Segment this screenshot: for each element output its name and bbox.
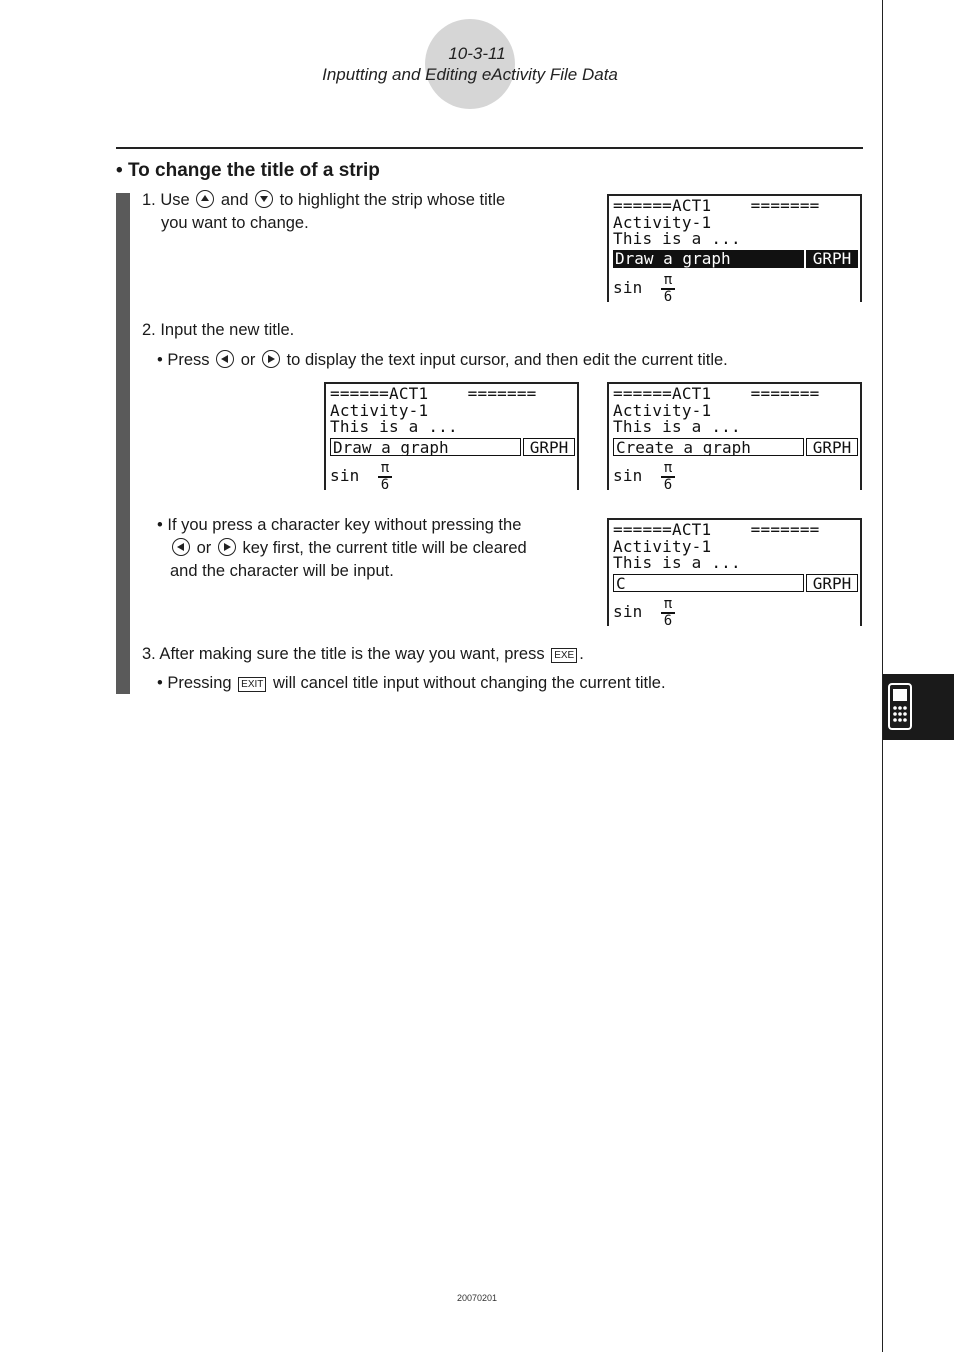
section-title <box>116 160 380 182</box>
chapter-tab[interactable] <box>883 674 954 740</box>
exe-key-icon: EXE <box>551 648 577 663</box>
exit-key-icon: EXIT <box>238 677 266 692</box>
step-3: 3. After making sure the title is the way you want, press EXE . <box>142 645 584 663</box>
highlighted-strip: Draw a graph GRPH <box>613 250 858 268</box>
left-arrow-key-icon <box>216 350 234 368</box>
fraction: π 6 <box>378 462 392 492</box>
calculator-screen-3: ======ACT1 ======= Activity-1 This is a ... Create a graph GRPH sin π 6 <box>607 382 862 490</box>
step-2-bullet-2-line-1: • If you press a character key without pressing the <box>157 516 522 534</box>
editing-strip: C GRPH <box>613 574 858 592</box>
page-title: Inputting and Editing eActivity File Data <box>322 65 618 84</box>
step-3-bullet: • Pressing EXIT will cancel title input without changing the current title. <box>157 674 666 692</box>
calculator-screen-4: ======ACT1 ======= Activity-1 This is a ... C GRPH sin π 6 <box>607 518 862 626</box>
step-2-bullet-1: • Press or to display the text input cursor, and then edit the current title. <box>157 351 728 369</box>
up-arrow-key-icon <box>196 190 214 208</box>
editing-strip: Draw a graph GRPH <box>330 438 575 456</box>
fraction: π 6 <box>661 598 675 628</box>
fraction: π 6 <box>661 462 675 492</box>
editing-strip: Create a graph GRPH <box>613 438 858 456</box>
calculator-icon <box>883 674 954 740</box>
section-bullet: • <box>116 160 123 181</box>
step-2-bullet-2-line-2: or key first, the current title will be cleared <box>170 537 527 560</box>
right-arrow-key-icon <box>218 538 236 556</box>
section-title-text: To change the title of a strip <box>127 160 380 181</box>
step-2: 2. Input the new title. <box>142 321 295 339</box>
header-circle <box>425 19 515 109</box>
page-number: 10-3-11 <box>448 44 506 63</box>
step-2-bullet-2-line-3: and the character will be input. <box>170 562 394 580</box>
footer-code: 20070201 <box>456 1293 498 1303</box>
step-1-line-1: 1. Use and to highlight the strip whose title <box>142 191 506 209</box>
down-arrow-key-icon <box>255 190 273 208</box>
left-arrow-key-icon <box>172 538 190 556</box>
calculator-screen-1: ======ACT1 ======= Activity-1 This is a ... Draw a graph GRPH sin π 6 <box>607 194 862 302</box>
section-sidebar <box>116 193 130 694</box>
fraction: π 6 <box>661 274 675 304</box>
header-rule <box>116 147 863 149</box>
right-arrow-key-icon <box>262 350 280 368</box>
step-1-line-2: you want to change. <box>161 214 309 232</box>
calculator-screen-2: ======ACT1 ======= Activity-1 This is a ... Draw a graph GRPH sin π 6 <box>324 382 579 490</box>
